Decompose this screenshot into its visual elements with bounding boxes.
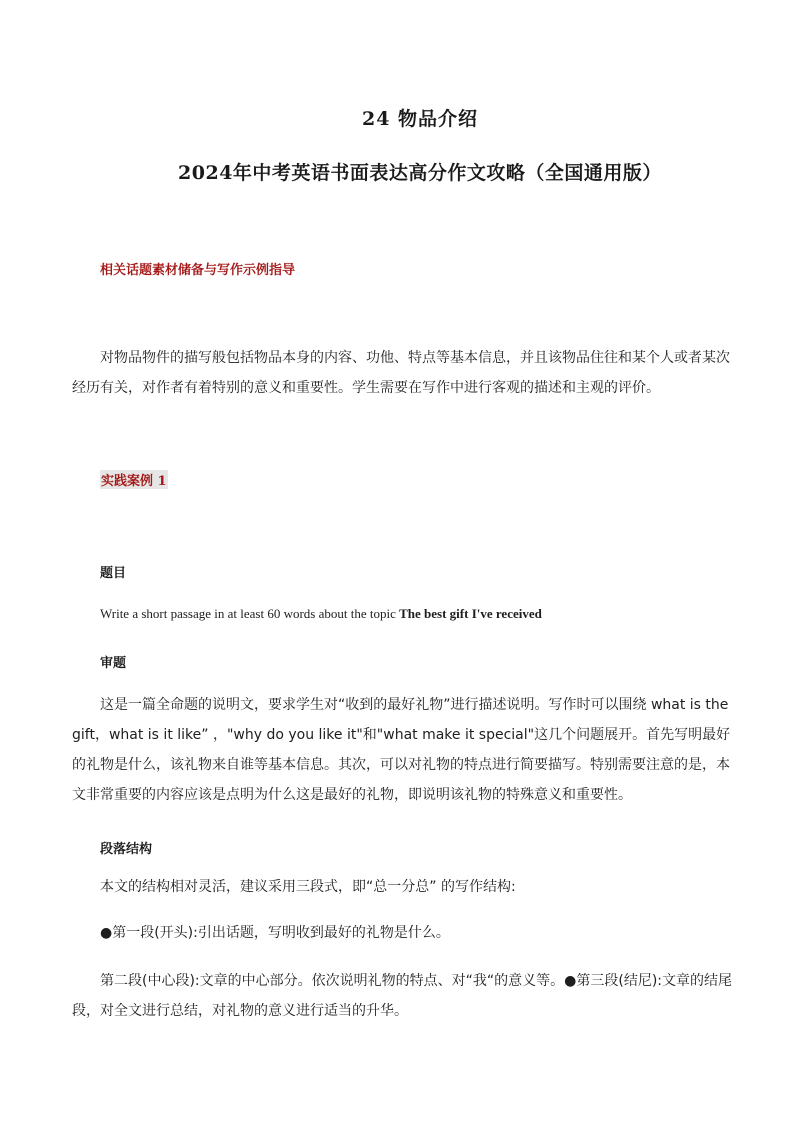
document-subtitle: 2024年中考英语书面表达高分作文攻略（全国通用版） — [178, 162, 662, 184]
structure-bullet-1: ●第一段(开头):引出话题，写明收到最好的礼物是什么。 — [100, 925, 450, 941]
document-title: 24 物品介绍 — [361, 108, 479, 130]
structure-intro: 本文的结构相对灵活，建议采用三段式，即“总一分总” 的写作结构: — [100, 879, 516, 895]
analysis-heading: 审题 — [100, 656, 127, 671]
structure-bullet-2-3: 第二段(中心段):文章的中心部分。依次说明礼物的特点、对“我“的意义等。●第三段(结尼):文章的结尾段，对全文进行总结，对礼物的意义进行适当的升华。 — [72, 973, 733, 1019]
prompt-topic: The best gift I've received — [399, 606, 542, 621]
topic-heading: 题目 — [100, 566, 127, 581]
structure-heading: 段落结构 — [100, 842, 153, 857]
writing-prompt — [100, 606, 542, 622]
intro-paragraph: 对物品物件的描写般包括物品本身的内容、功他、特点等基本信息，并且该物品住往和某个人或者某次经历有关，对作者有着特别的意义和重要性。学生需要在写作中进行客观的描述和主观的评价。 — [72, 350, 730, 396]
section-heading: 相关话题素材储备与写作示例指导 — [100, 263, 296, 278]
prompt-prefix: Write a short passage in at least 60 words about the topic — [100, 606, 400, 621]
case-label: 实践案例 1 — [100, 470, 168, 489]
analysis-paragraph: 这是一篇全命题的说明文，要求学生对“收到的最好礼物”进行描述说明。写作时可以围绕 what is the gift，what is it like” ，"why do you like it"和"what make it special"这几个问题展开。首先写明最好的礼物是什么，该礼物来自谁等基本信息。其次，可以对礼物的特点进行简要描写。特别需要注意的是，本文非常重要的内容应该是点明为什么这是最好的礼物，即说明该礼物的特殊意义和重要性。 — [72, 697, 731, 803]
